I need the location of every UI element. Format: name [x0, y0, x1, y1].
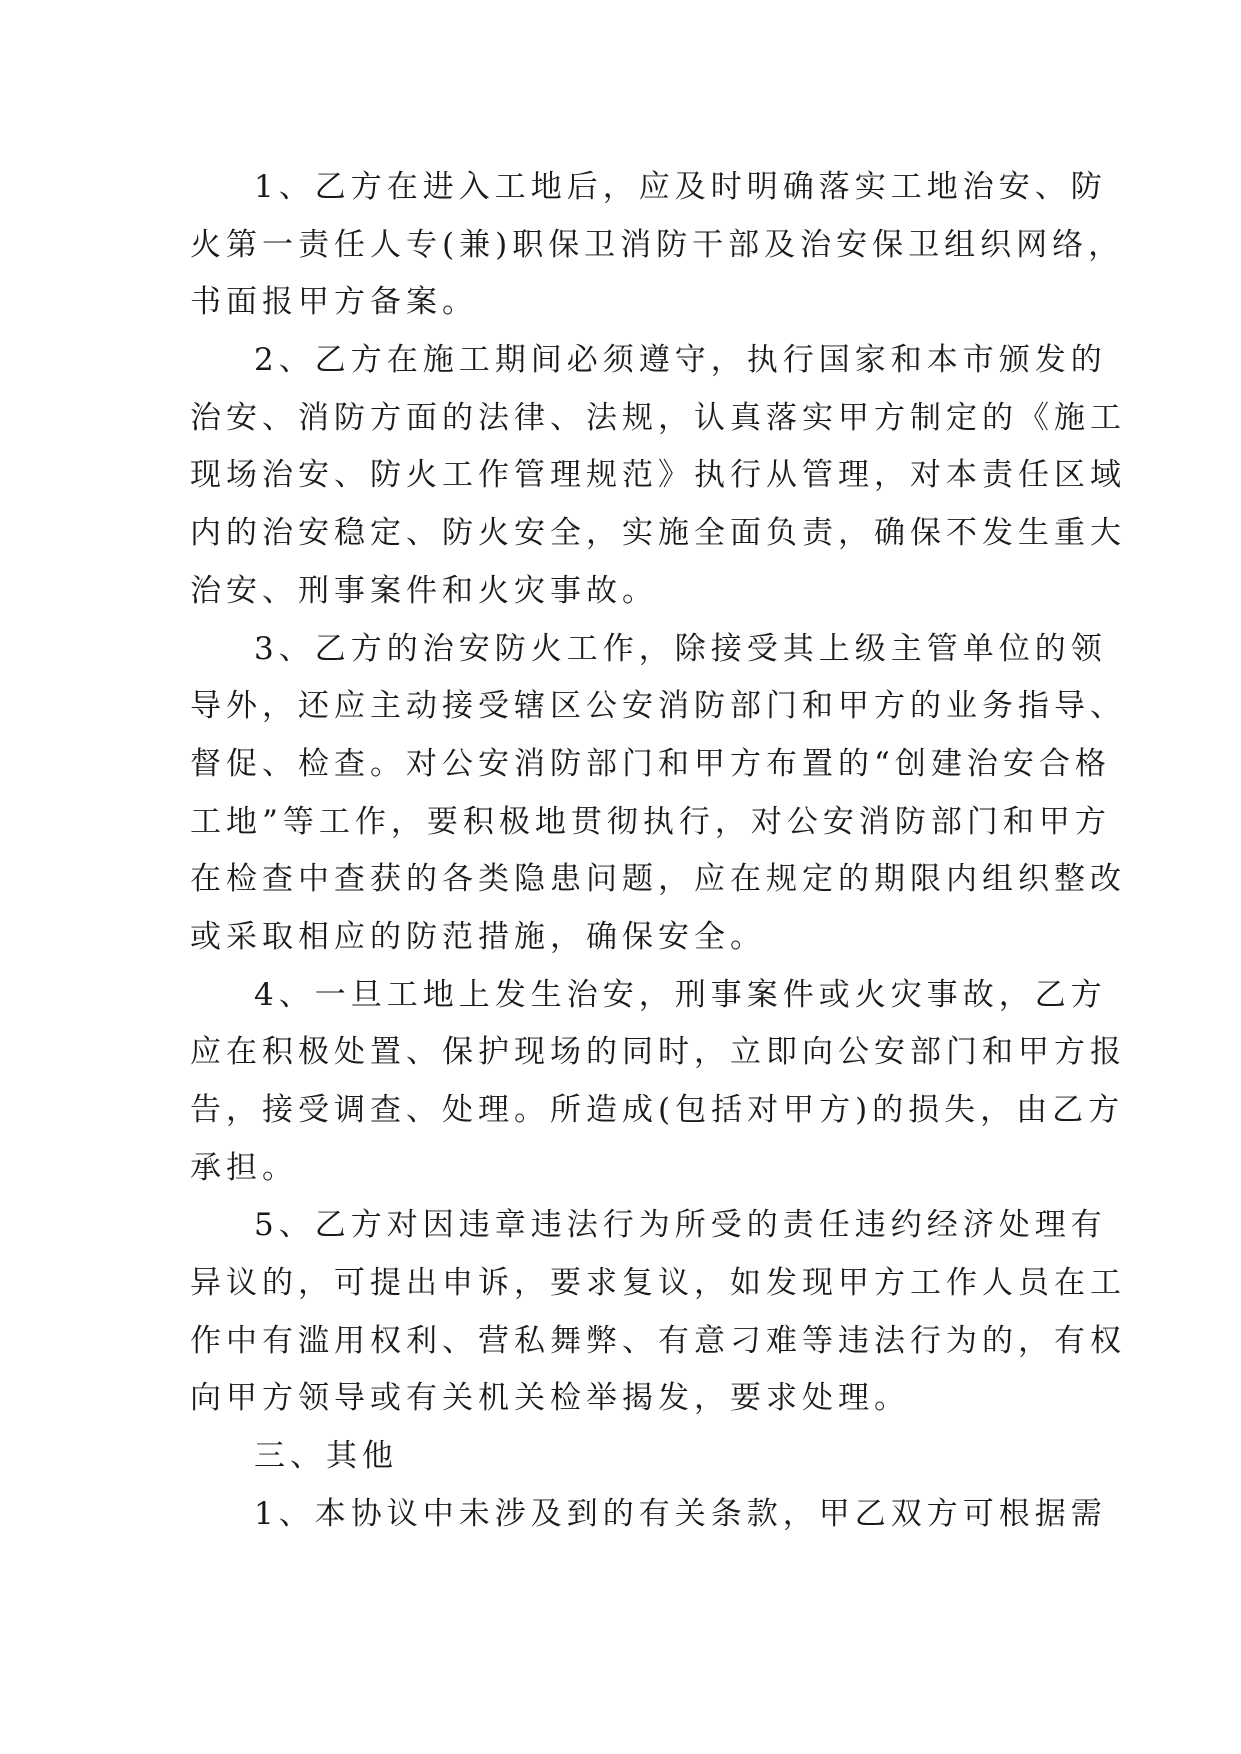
text-line: 治安、消防方面的法律、法规，认真落实甲方制定的《施工 — [190, 399, 1126, 436]
text-line: 4、一旦工地上发生治安，刑事案件或火灾事故，乙方 — [254, 976, 1107, 1013]
text-line: 2、乙方在施工期间必须遵守，执行国家和本市颁发的 — [254, 342, 1107, 379]
text-line: 火第一责任人专(兼)职保卫消防干部及治安保卫组织网络， — [190, 226, 1125, 263]
text-line: 工地”等工作，要积极地贯彻执行，对公安消防部门和甲方 — [190, 803, 1111, 840]
text-line: 书面报甲方备案。 — [190, 284, 478, 321]
text-line: 内的治安稳定、防火安全，实施全面负责，确保不发生重大 — [190, 515, 1126, 552]
text-line: 5、乙方对因违章违法行为所受的责任违约经济处理有 — [254, 1207, 1107, 1244]
text-line: 督促、检查。对公安消防部门和甲方布置的“创建治安合格 — [190, 745, 1111, 782]
text-line: 1、本协议中未涉及到的有关条款，甲乙双方可根据需 — [254, 1495, 1107, 1532]
text-line: 1、乙方在进入工地后，应及时明确落实工地治安、防 — [254, 169, 1107, 205]
text-line: 或采取相应的防范措施，确保安全。 — [190, 918, 766, 955]
text-line: 作中有滥用权利、营私舞弊、有意刁难等违法行为的，有权 — [190, 1322, 1126, 1359]
text-line: 治安、刑事案件和火灾事故。 — [190, 572, 658, 609]
text-line: 向甲方领导或有关机关检举揭发，要求处理。 — [190, 1380, 910, 1417]
section-heading: 三、其他 — [254, 1438, 398, 1475]
text-line: 告，接受调查、处理。所造成(包括对甲方)的损失，由乙方 — [190, 1092, 1125, 1128]
text-line: 导外，还应主动接受辖区公安消防部门和甲方的业务指导、 — [190, 688, 1126, 725]
text-line: 现场治安、防火工作管理规范》执行从管理，对本责任区域 — [190, 457, 1126, 494]
text-line: 承担。 — [190, 1149, 298, 1186]
text-line: 应在积极处置、保护现场的同时，立即向公安部门和甲方报 — [190, 1034, 1126, 1071]
text-line: 3、乙方的治安防火工作，除接受其上级主管单位的领 — [254, 630, 1107, 667]
text-line: 在检查中查获的各类隐患问题，应在规定的期限内组织整改 — [190, 861, 1126, 898]
text-line: 异议的，可提出申诉，要求复议，如发现甲方工作人员在工 — [190, 1265, 1126, 1302]
document-body — [190, 159, 1126, 1544]
